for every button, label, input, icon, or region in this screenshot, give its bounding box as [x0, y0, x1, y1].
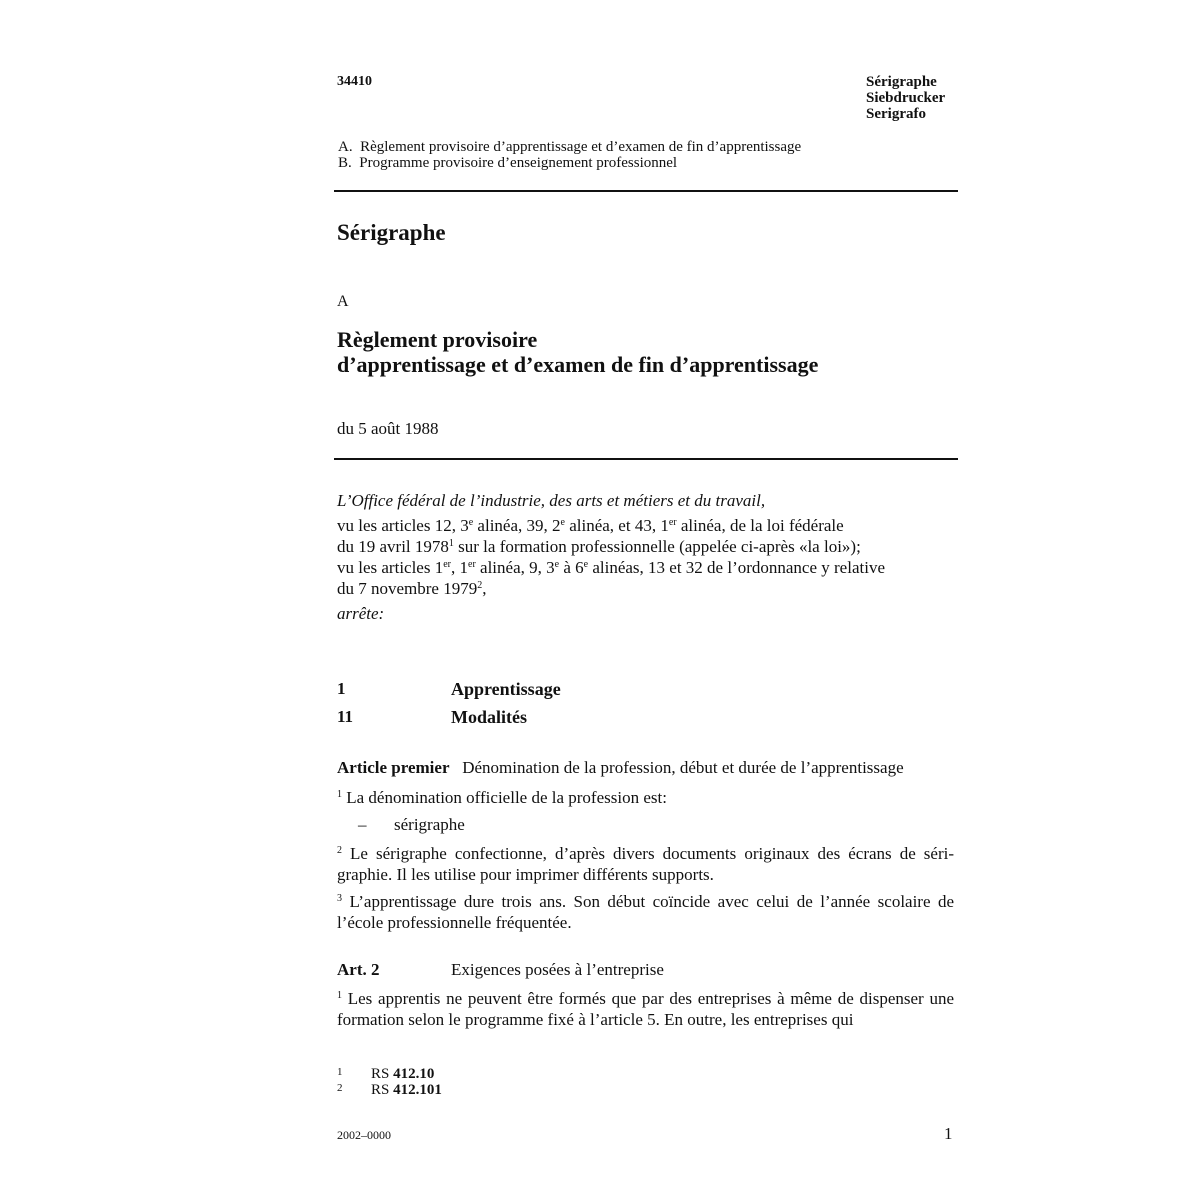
list-dash: – — [358, 815, 367, 834]
preamble-decree: arrête: — [337, 604, 385, 623]
article-heading — [337, 758, 904, 778]
title-french: Sérigraphe — [866, 74, 937, 90]
contents-item-a: A. Règlement provisoire d’apprentissage et d’examen de fin d’apprentissage — [338, 139, 802, 155]
profession-titles — [866, 74, 945, 122]
subsection-title: Modalités — [451, 707, 527, 727]
paragraph: $^1$ Les apprentis ne peuvent être formés que par des entreprises à même de dispenser une formation selon le programme fixé à l’article 5. En outre, les entreprises qui — [337, 989, 954, 1029]
subsection-number: 11 — [337, 707, 354, 726]
footnote: 1 RS 412.10 — [337, 1066, 435, 1082]
page-number: 1 — [944, 1124, 953, 1143]
article-title: Dénomination de la profession, début et durée de l’apprentissage — [462, 758, 904, 777]
divider-top — [334, 190, 958, 192]
list-item: sérigraphe — [394, 815, 465, 834]
footer-code: 2002–0000 — [337, 1128, 391, 1142]
section-title: Apprentissage — [451, 679, 561, 699]
preamble-line: vu les articles 1er, 1er alinéa, 9, 3e à 6e alinéas, 13 et 32 de l’ordonnance y relative — [337, 558, 885, 577]
preamble-line: du 7 novembre 1979$^2$, — [337, 579, 487, 598]
page-title: Sérigraphe — [337, 220, 446, 245]
regulation-date: du 5 août 1988 — [337, 419, 439, 438]
paragraph: $^1$ La dénomination officielle de la profession est: — [337, 788, 667, 807]
title-german: Siebdrucker — [866, 90, 946, 106]
article-title: Exigences posées à l’entreprise — [451, 960, 664, 979]
contents-item-b: B. Programme provisoire d’enseignement professionnel — [338, 155, 678, 171]
preamble — [337, 490, 957, 624]
paragraph: $^2$ Le sérigraphe confectionne, d’après divers documents originaux des écrans de séri-graphie. Il les utilise pour imprimer différents supports. — [337, 844, 954, 884]
part-letter: A — [337, 293, 349, 310]
table-of-contents — [338, 139, 801, 171]
preamble-line: du 19 avril 1978$^1$ sur la formation professionnelle (appelée ci-après «la loi»); — [337, 537, 861, 556]
footnote: 2 RS 412.101 — [337, 1082, 442, 1098]
document-code: 34410 — [337, 74, 372, 89]
paragraph: $^3$ L’apprentissage dure trois ans. Son début coïncide avec celui de l’année scolaire de l’école professionnelle fréquentée. — [337, 892, 954, 932]
preamble-line: vu les articles 12, 3e alinéa, 39, 2e alinéa, et 43, 1er alinéa, de la loi fédérale — [337, 516, 844, 535]
article-label: Article premier — [337, 758, 450, 777]
section-number: 1 — [337, 679, 346, 698]
regulation-title: Règlement provisoire d’apprentissage et d’examen de fin d’apprentissage — [337, 327, 819, 377]
preamble-authority: L’Office fédéral de l’industrie, des arts et métiers et du travail, — [337, 491, 766, 510]
title-italian: Serigrafo — [866, 106, 926, 122]
divider-middle — [334, 458, 958, 460]
article-label: Art. 2 — [337, 960, 380, 979]
